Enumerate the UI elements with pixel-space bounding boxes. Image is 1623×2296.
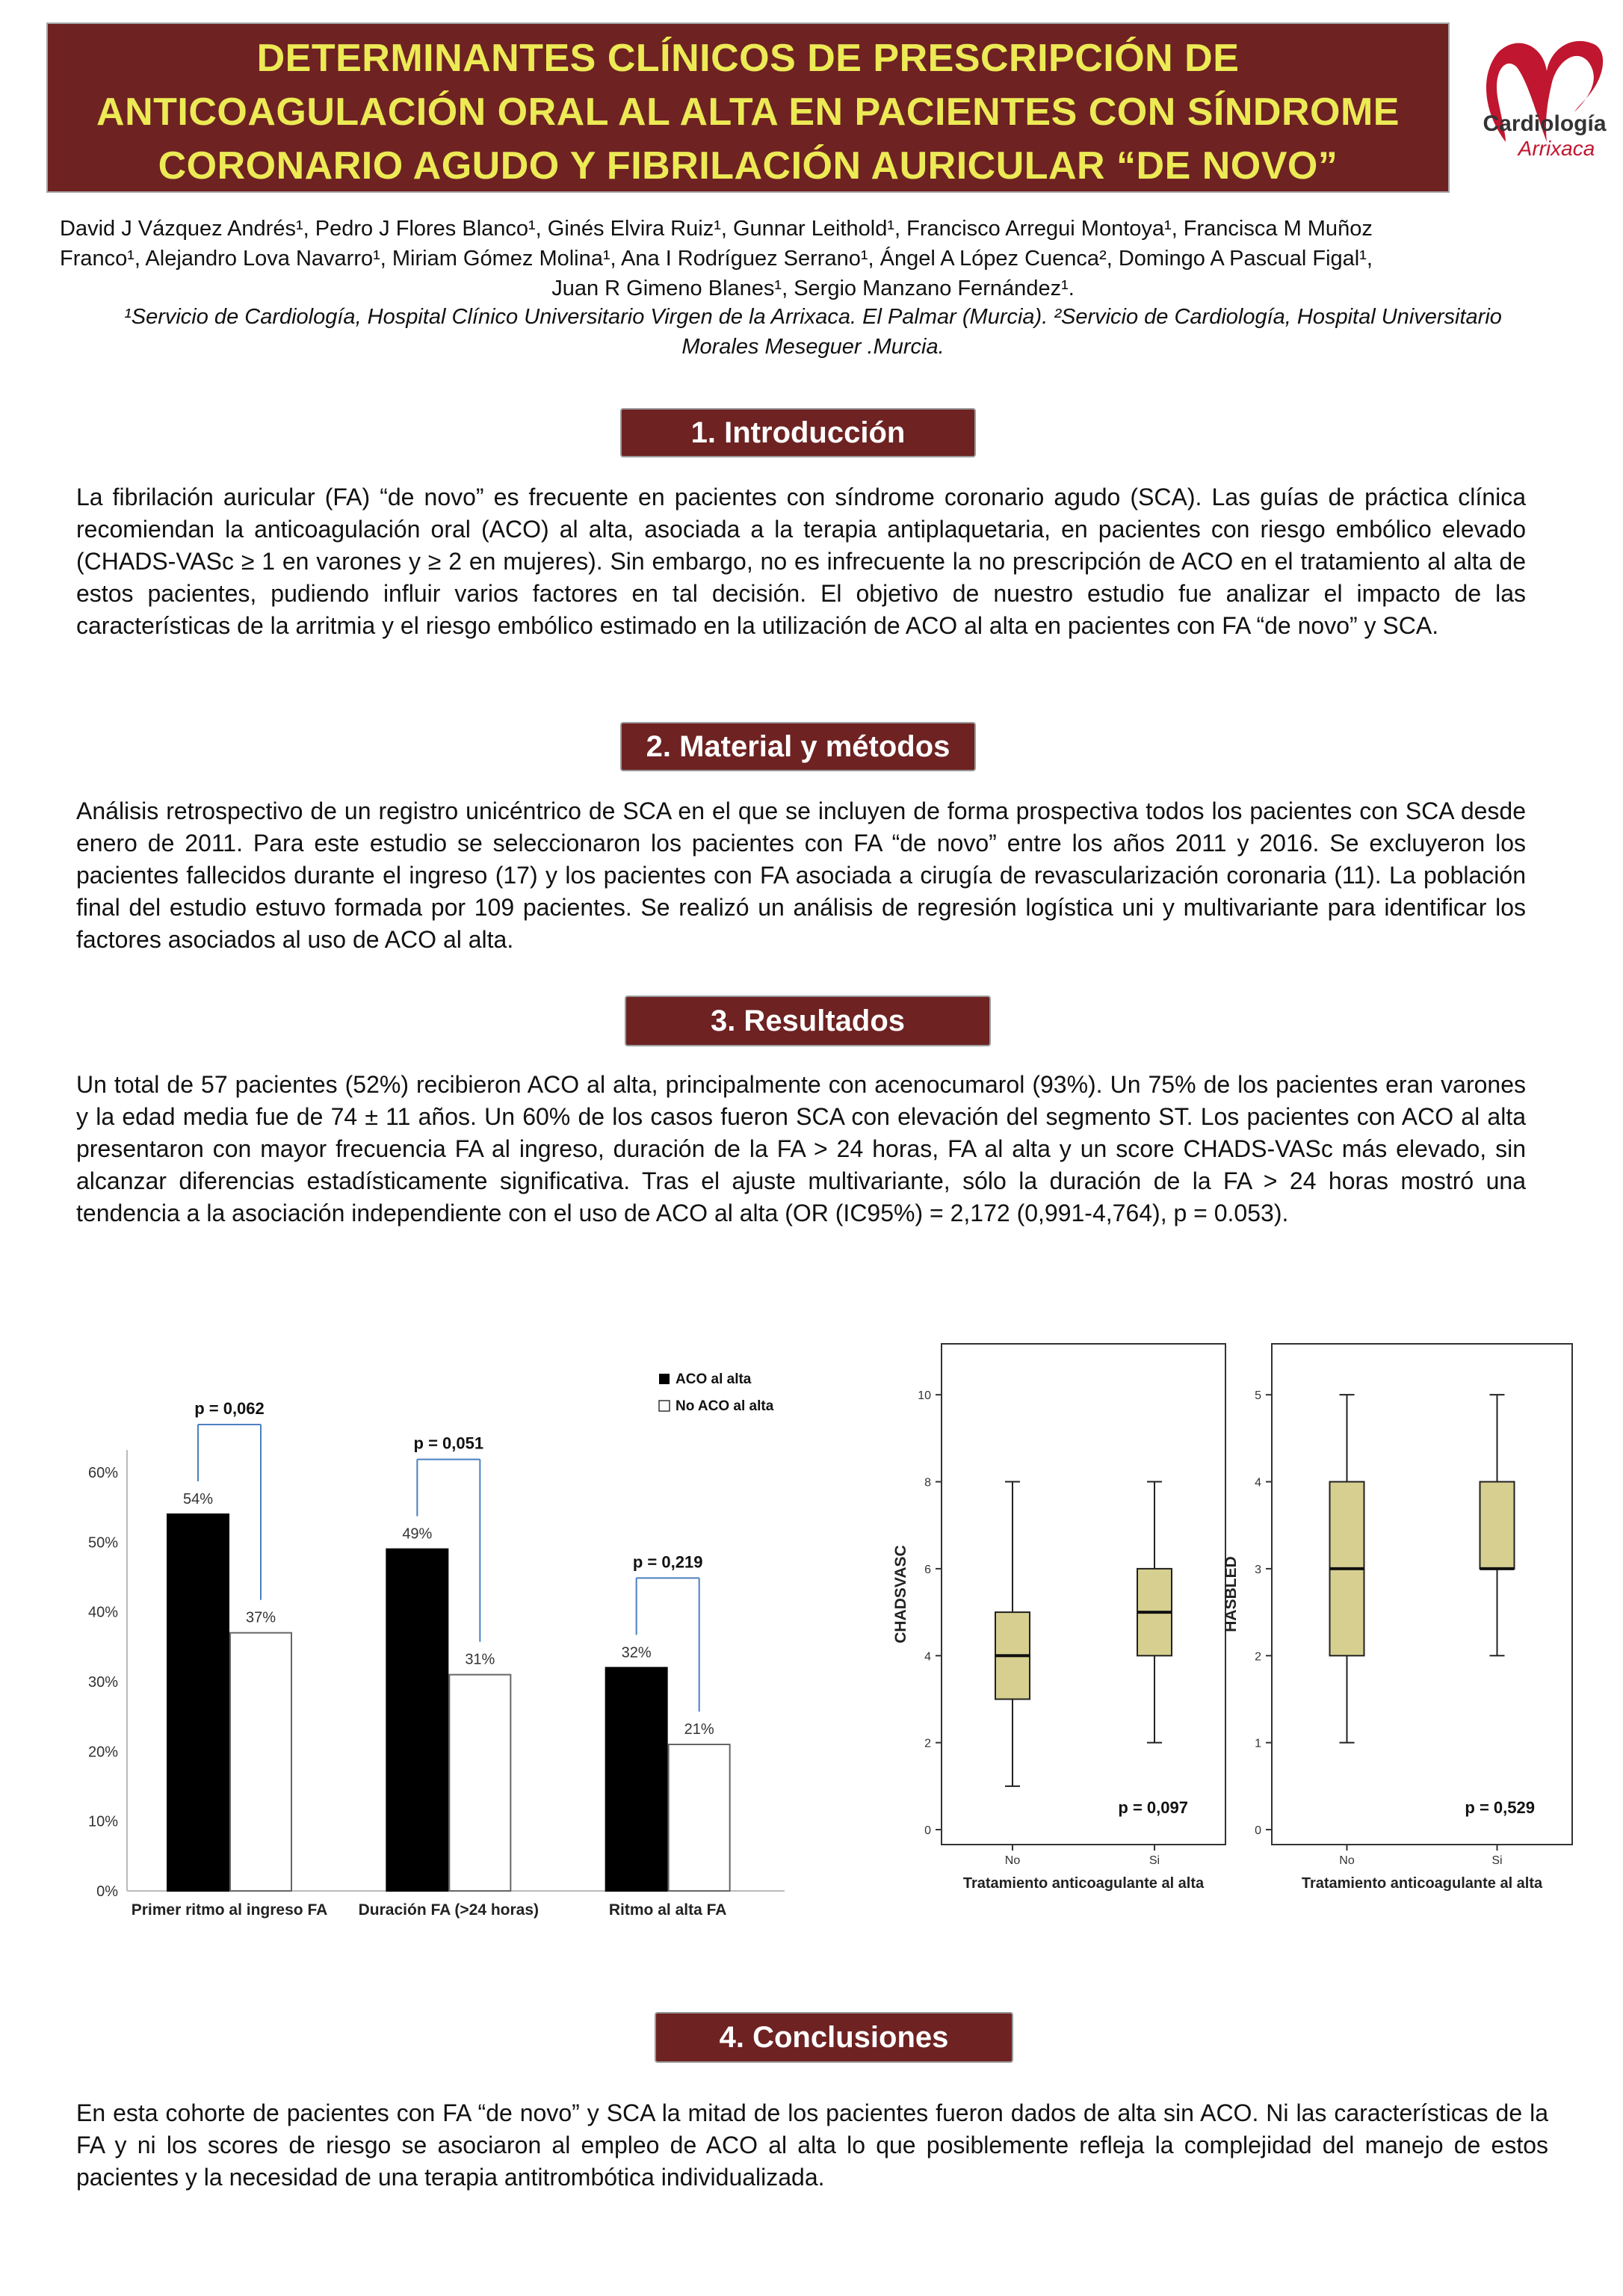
p-value-label: p = 0,051 — [413, 1434, 484, 1453]
y-tick-label: 6 — [924, 1563, 931, 1576]
legend-swatch-aco — [659, 1374, 670, 1384]
x-category-label: Duración FA (>24 horas) — [358, 1901, 540, 1919]
y-axis-title: CHADSVASC — [892, 1545, 909, 1644]
bar-no-aco-al-alta — [449, 1675, 510, 1891]
p-value-label: p = 0,529 — [1465, 1798, 1535, 1817]
y-axis-title: HASBLED — [1222, 1556, 1240, 1632]
resultados-text: Un total de 57 pacientes (52%) recibieron ACO al alta, principalmente con acenocumarol (93%). Un 75% de los pacientes eran varones y la edad media fue de 74 ± 11 años. Un 60% de los casos fueron SCA con elevación del segmento ST. Los pacientes con ACO al alta presentaron con mayor frecuencia FA al ingreso, duración de la FA > 24 horas, FA al alta y un score CHADS-VASc más elevado, sin alcanzar diferencias estadísticamente significativa. Tras el ajuste multivariante, sólo la duración de la FA > 24 horas mostró una tendencia a la asociación independiente con el uso de ACO al alta (OR (IC95%) = 2,172 (0,991-4,764), p = 0.053). — [76, 1071, 1526, 1226]
y-tick-label: 3 — [1255, 1563, 1261, 1576]
plot-frame — [942, 1344, 1225, 1845]
bar-no-aco-al-alta — [230, 1633, 291, 1891]
bar-data-label: 32% — [621, 1644, 652, 1661]
y-tick-label: 40% — [87, 1604, 118, 1621]
x-tick-label: Si — [1149, 1854, 1160, 1867]
logo-text-arrixaca: Arrixaca — [1518, 137, 1595, 160]
bar-aco-al-alta — [386, 1549, 448, 1891]
section-heading-conclusiones: 4. Conclusiones — [655, 2012, 1013, 2063]
x-tick-label: Si — [1491, 1854, 1503, 1867]
authors-line: David J Vázquez Andrés¹, Pedro J Flores Blanco¹, Ginés Elvira Ruiz¹, Gunnar Leithold¹, Francisco Arregui Montoya¹, Francisca M Muñoz — [60, 217, 1373, 241]
y-tick-label: 50% — [87, 1534, 118, 1552]
bar-chart-aco — [67, 1338, 807, 1921]
authors-line: Franco¹, Alejandro Lova Navarro¹, Miriam Gómez Molina¹, Ana I Rodríguez Serrano¹, Ángel A López Cuenca², Domingo A Pascual Figal¹, — [60, 247, 1373, 271]
y-tick-label: 60% — [87, 1465, 118, 1481]
bar-aco-al-alta — [167, 1514, 229, 1891]
x-axis-title: Tratamiento anticoagulante al alta — [962, 1875, 1205, 1892]
y-tick-label: 4 — [924, 1650, 931, 1664]
y-tick-label: 8 — [924, 1476, 931, 1490]
affiliations: ¹Servicio de Cardiología, Hospital Clínico Universitario Virgen de la Arrixaca. El Palmar (Murcia). ²Servicio de Cardiología, Hospital Universitario Morales Meseguer .Murcia. — [124, 305, 1502, 359]
plot-frame — [1272, 1344, 1572, 1845]
x-tick-label: No — [1339, 1854, 1355, 1867]
p-value-label: p = 0,097 — [1118, 1798, 1188, 1817]
x-axis-title: Tratamiento anticoagulante al alta — [1301, 1875, 1543, 1892]
iqr-box — [1480, 1482, 1515, 1569]
y-tick-label: 5 — [1255, 1389, 1261, 1403]
y-tick-label: 10% — [87, 1813, 118, 1830]
logo-text-cardiologia: Cardiología — [1483, 111, 1607, 136]
section-heading-introduccion: 1. Introducción — [620, 408, 976, 457]
y-tick-label: 2 — [1255, 1650, 1261, 1664]
legend-label: No ACO al alta — [676, 1398, 774, 1414]
p-value-label: p = 0,062 — [194, 1399, 265, 1418]
y-tick-label: 30% — [87, 1674, 118, 1691]
boxplot-hasbled — [1222, 1330, 1577, 1906]
section-heading-resultados: 3. Resultados — [625, 996, 991, 1046]
legend-swatch-no-aco — [659, 1401, 670, 1411]
poster-title: DETERMINANTES CLÍNICOS DE PRESCRIPCIÓN DE ANTICOAGULACIÓN ORAL AL ALTA EN PACIENTES CON SÍNDROME CORONARIO AGUDO Y FIBRILACIÓN AURICULAR “DE NOVO” — [96, 37, 1400, 188]
y-tick-label: 2 — [924, 1737, 931, 1750]
bar-aco-al-alta — [606, 1667, 667, 1891]
p-value-label: p = 0,219 — [632, 1552, 703, 1572]
cardiologia-arrixaca-logo — [1476, 30, 1610, 176]
bar-data-label: 54% — [182, 1491, 214, 1507]
y-tick-label: 0% — [96, 1883, 118, 1900]
y-tick-label: 4 — [1255, 1476, 1261, 1490]
x-category-label: Primer ritmo al ingreso FA — [131, 1901, 328, 1919]
x-tick-label: No — [1004, 1854, 1021, 1867]
title-banner — [46, 22, 1450, 193]
conclusiones-text: En esta cohorte de pacientes con FA “de novo” y SCA la mitad de los pacientes fueron dados de alta sin ACO. Ni las características de la FA y ni los scores de riesgo se asociaron al empleo de ACO al alta lo que posiblemente refleja la complejidad del manejo de estos pacientes y la necesidad de una terapia antitrombótica individualizada. — [76, 2099, 1548, 2191]
bar-data-label: 31% — [465, 1651, 495, 1668]
boxplot-chadsvasc — [867, 1330, 1233, 1906]
section-heading-material-metodos: 2. Material y métodos — [620, 722, 976, 771]
y-tick-label: 1 — [1255, 1737, 1261, 1750]
bar-data-label: 21% — [684, 1721, 714, 1738]
y-tick-label: 10 — [918, 1389, 931, 1403]
introduccion-text: La fibrilación auricular (FA) “de novo” es frecuente en pacientes con síndrome coronario agudo (SCA). Las guías de práctica clínica recomiendan la anticoagulación oral (ACO) al alta, asociada a la terapia antiplaquetaria, en pacientes con riesgo embólico elevado (CHADS-VASc ≥ 1 en varones y ≥ 2 en mujeres). Sin embargo, no es infrecuente la no prescripción de ACO en el tratamiento al alta de estos pacientes, pudiendo influir varios factores en tal decisión. El objetivo de nuestro estudio fue analizar el impacto de las características de la arritmia y el riesgo embólico estimado en la utilización de ACO al alta en pacientes con FA “de novo” y SCA. — [76, 484, 1526, 639]
authors-block — [60, 214, 1566, 303]
bar-data-label: 49% — [402, 1525, 433, 1543]
x-category-label: Ritmo al alta FA — [608, 1901, 727, 1919]
y-tick-label: 0 — [1255, 1824, 1261, 1837]
material-metodos-text: Análisis retrospectivo de un registro unicéntrico de SCA en el que se incluyen de forma prospectiva todos los pacientes con SCA desde enero de 2011. Para este estudio se seleccionaron los pacientes con FA “de novo” entre los años 2011 y 2016. Se excluyeron los pacientes fallecidos durante el ingreso (17) y los pacientes con FA asociada a cirugía de revascularización coronaria (11). La población final del estudio estuvo formada por 109 pacientes. Se realizó un análisis de regresión logística uni y multivariante para identificar los factores asociados al uso de ACO al alta. — [76, 797, 1526, 953]
y-tick-label: 0 — [924, 1824, 931, 1837]
bar-no-aco-al-alta — [669, 1744, 730, 1891]
bar-data-label: 37% — [245, 1609, 276, 1626]
legend-label: ACO al alta — [676, 1371, 752, 1387]
y-tick-label: 20% — [87, 1744, 118, 1761]
authors-line: Juan R Gimeno Blanes¹, Sergio Manzano Fernández¹. — [551, 277, 1075, 300]
